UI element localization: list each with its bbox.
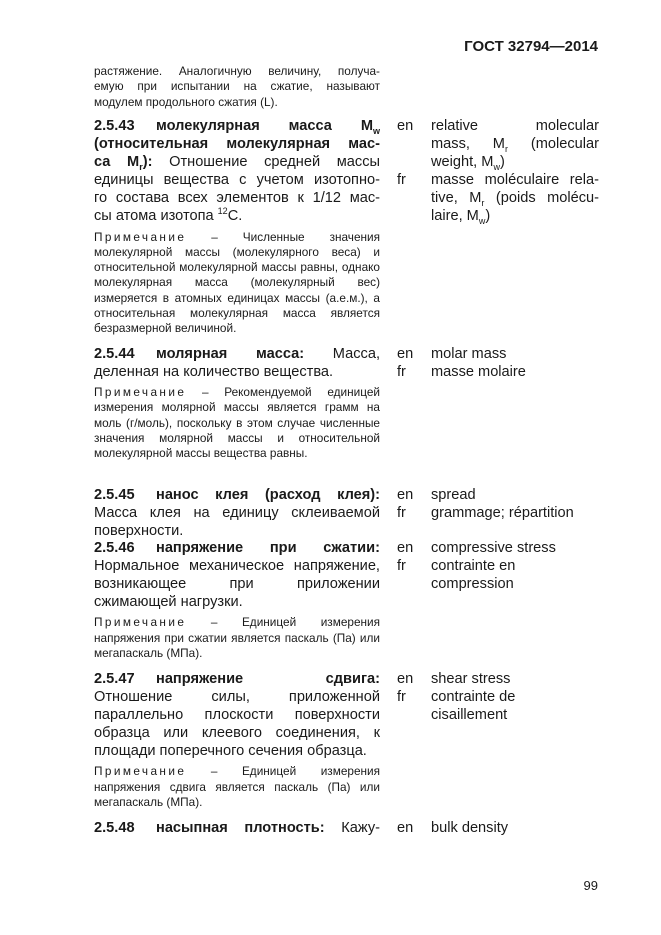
- entry-2-5-45-translations: [431, 486, 599, 522]
- translation-en: weight, $M_w$): [431, 154, 505, 173]
- entry-2-5-46-translations: [431, 539, 599, 593]
- entry-term-cont2: са $M_r$):: [94, 154, 153, 173]
- entry-term: насыпная плотность:: [156, 820, 325, 836]
- entry-2-5-43-translations: [431, 117, 599, 226]
- note-label: Примечание: [94, 229, 187, 244]
- lang-fr: fr: [397, 364, 406, 381]
- entry-2-5-45: [94, 486, 380, 540]
- entry-2-5-47-langs: [397, 670, 419, 706]
- entry-term: напряжение при сжатии:: [156, 540, 380, 556]
- entry-2-5-47: [94, 670, 380, 810]
- lang-en: en: [397, 540, 414, 556]
- translation-fr: contrainte en: [431, 558, 516, 575]
- entry-number: 2.5.47: [94, 671, 135, 687]
- entry-definition: Масса, деленная на количество вещества.: [94, 346, 380, 381]
- lang-fr: fr: [397, 558, 406, 575]
- entry-2-5-43: [94, 117, 380, 337]
- entry-term: нанос клея (расход клея):: [156, 487, 380, 503]
- translation-en: shear stress: [431, 671, 511, 687]
- note-label: Примечание: [94, 764, 187, 779]
- intro-line: модулем продольного сжатия (L).: [94, 94, 278, 109]
- entry-2-5-48-langs: [397, 819, 419, 837]
- entry-2-5-48-translations: [431, 819, 599, 837]
- entry-number: 2.5.46: [94, 540, 135, 556]
- translation-fr: cisaillement: [431, 707, 508, 724]
- note-text: – Численные значения молекулярной массы (молекулярного веса) и относительной молекулярной массы равны, однако молекулярная масса (молекулярный вес) измеряется в атомных единицах массы (а.е.м.), а относительная молекулярная масса является безразмерной величиной.: [94, 229, 380, 336]
- entry-note: [94, 385, 380, 461]
- entry-definition: Нормальное механическое напряжение, возникающее при приложении сжимающей нагрузки.: [94, 558, 380, 611]
- entry-term: молярная масса:: [156, 346, 305, 362]
- entry-2-5-46-langs: [397, 539, 419, 575]
- intro-line: емую при испытании на сжатие, называют: [94, 79, 380, 94]
- intro-paragraph: [94, 64, 380, 110]
- entry-2-5-48: [94, 819, 380, 837]
- lang-fr: fr: [397, 689, 406, 706]
- note-text: – Рекомендуемой единицей измерения молярной массы является грамм на моль (г/моль), поскольку в этом случае численные значения молярной массы и относительной молекулярной массы вещества равны.: [94, 385, 380, 461]
- entry-number: 2.5.43: [94, 118, 135, 134]
- entry-number: 2.5.45: [94, 487, 135, 503]
- entry-definition: Отношение средней массы: [169, 154, 380, 171]
- translation-fr: contrainte de: [431, 689, 516, 706]
- entry-2-5-44: [94, 345, 380, 462]
- entry-definition: Масса клея на единицу склеиваемой поверхности.: [94, 505, 380, 540]
- entry-2-5-44-langs: [397, 345, 419, 381]
- entry-definition: Отношение силы, приложенной параллельно плоскости поверхности образца или клеевого соединения, к площади поперечного сечения образца.: [94, 689, 380, 760]
- intro-line: растяжение. Аналогичную величину, получа-: [94, 64, 380, 78]
- document-header: ГОСТ 32794—2014: [464, 38, 598, 55]
- note-label: Примечание: [94, 385, 187, 400]
- lang-fr: fr: [397, 505, 406, 522]
- entry-2-5-46: [94, 539, 380, 661]
- lang-en: en: [397, 118, 414, 134]
- lang-fr: fr: [397, 172, 406, 189]
- note-label: Примечание: [94, 615, 187, 630]
- translation-fr: masse molaire: [431, 364, 526, 381]
- translation-en: bulk density: [431, 820, 509, 836]
- entry-definition-line: сы атома изотопа $^{12}$C.: [94, 206, 243, 225]
- entry-2-5-44-translations: [431, 345, 599, 381]
- translation-fr: laire, $M_w$): [431, 208, 491, 227]
- translation-en: mass, $M_r$ (molecular: [431, 136, 599, 154]
- translation-en: spread: [431, 487, 476, 503]
- translation-en: compressive stress: [431, 540, 556, 556]
- entry-term-cont: (относительная молекулярная мас-: [94, 136, 380, 153]
- entry-term: напряжение сдвига:: [156, 671, 380, 687]
- entry-2-5-45-langs: [397, 486, 419, 522]
- lang-en: en: [397, 820, 414, 836]
- note-text: – Единицей измерения напряжения при сжатии является паскаль (Па) или мегапаскаль (МПа).: [94, 615, 380, 660]
- translation-en: molar mass: [431, 346, 507, 362]
- entry-2-5-47-translations: [431, 670, 599, 724]
- entry-2-5-43-langs: [397, 117, 419, 189]
- lang-en: en: [397, 346, 414, 362]
- entry-number: 2.5.48: [94, 820, 135, 836]
- translation-fr: grammage; répartition: [431, 505, 574, 522]
- entry-definition-line: единицы вещества с учетом изотопно-: [94, 172, 380, 189]
- entry-definition-line: го состава всех элементов к 1/12 мас-: [94, 190, 380, 207]
- translation-en: relative molecular: [431, 118, 599, 134]
- translation-fr: tive, $M_r$ (poids molécu-: [431, 190, 600, 209]
- lang-en: en: [397, 487, 414, 503]
- entry-definition: Кажу-: [324, 820, 380, 836]
- entry-number: 2.5.44: [94, 346, 135, 362]
- translation-fr: masse moléculaire rela-: [431, 172, 599, 189]
- translation-fr: compression: [431, 576, 514, 593]
- entry-note: [94, 764, 380, 810]
- entry-note: [94, 230, 380, 337]
- lang-en: en: [397, 671, 414, 687]
- entry-note: [94, 615, 380, 661]
- note-text: – Единицей измерения напряжения сдвига является паскаль (Па) или мегапаскаль (МПа).: [94, 764, 380, 810]
- entry-term: молекулярная масса $M_w$: [156, 118, 380, 136]
- page-number: 99: [583, 878, 598, 893]
